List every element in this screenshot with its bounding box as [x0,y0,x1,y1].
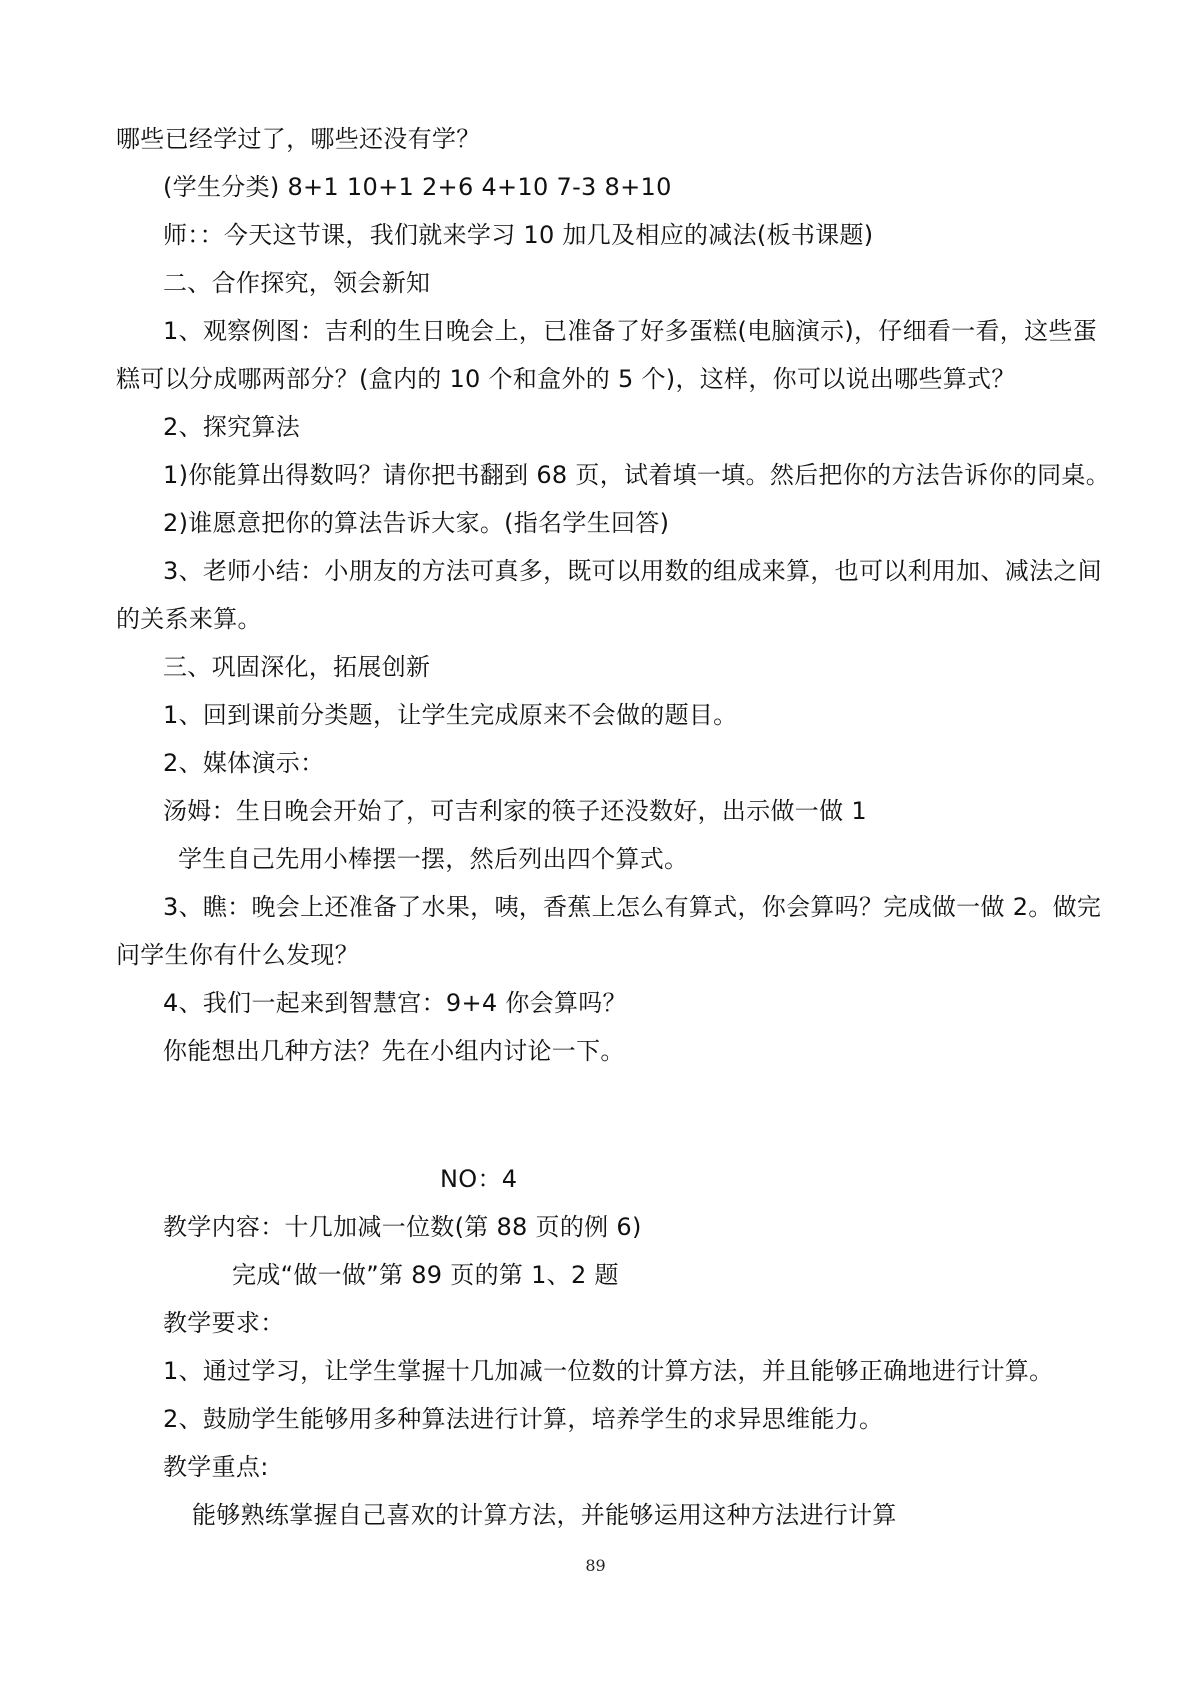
text-line: 的关系来算。 [116,605,262,633]
text-line: 2)谁愿意把你的算法告诉大家。(指名学生回答) [163,509,670,537]
page-number: 89 [585,1556,606,1575]
text-line: 教学要求： [163,1309,285,1337]
lesson-number-heading: NO：4 [440,1165,518,1193]
text-line: 1)你能算出得数吗？请你把书翻到 68 页，试着填一填。然后把你的方法告诉你的同桌。 [163,461,1111,489]
text-line: 教学重点: [163,1453,269,1481]
text-line: (学生分类) 8+1 10+1 2+6 4+10 7-3 8+10 [163,173,672,201]
section-heading: 二、合作探究，领会新知 [163,269,431,297]
section-heading: 三、巩固深化，拓展创新 [163,653,431,681]
text-line: 3、瞧：晚会上还准备了水果，咦，香蕉上怎么有算式，你会算吗？完成做一做 2。做完 [163,893,1102,921]
text-line: 汤姆：生日晚会开始了，可吉利家的筷子还没数好，出示做一做 1 [163,797,867,825]
text-line: 问学生你有什么发现？ [116,941,359,969]
text-line: 能够熟练掌握自己喜欢的计算方法，并能够运用这种方法进行计算 [192,1501,897,1529]
text-line: 1、观察例图：吉利的生日晚会上，已准备了好多蛋糕(电脑演示)，仔细看一看，这些蛋 [163,317,1097,345]
text-line: 教学内容：十几加减一位数(第 88 页的例 6) [163,1213,642,1241]
text-line: 完成“做一做”第 89 页的第 1、2 题 [232,1261,619,1289]
text-line: 糕可以分成哪两部分？(盒内的 10 个和盒外的 5 个)，这样，你可以说出哪些算式？ [116,365,1016,393]
text-line: 师：：今天这节课，我们就来学习 10 加几及相应的减法(板书课题) [163,221,874,249]
text-line: 2、探究算法 [163,413,301,441]
text-line: 2、媒体演示： [163,749,325,777]
text-line: 3、老师小结：小朋友的方法可真多，既可以用数的组成来算，也可以利用加、减法之间 [163,557,1102,585]
text-line: 1、通过学习，让学生掌握十几加减一位数的计算方法，并且能够正确地进行计算。 [163,1357,1054,1385]
text-line: 你能想出几种方法？先在小组内讨论一下。 [163,1037,625,1065]
text-line: 4、我们一起来到智慧宫：9+4 你会算吗？ [163,989,627,1017]
text-line: 1、回到课前分类题，让学生完成原来不会做的题目。 [163,701,738,729]
text-line: 2、鼓励学生能够用多种算法进行计算，培养学生的求异思维能力。 [163,1405,884,1433]
text-line: 哪些已经学过了，哪些还没有学？ [116,125,481,153]
text-line: 学生自己先用小棒摆一摆，然后列出四个算式。 [178,845,689,873]
